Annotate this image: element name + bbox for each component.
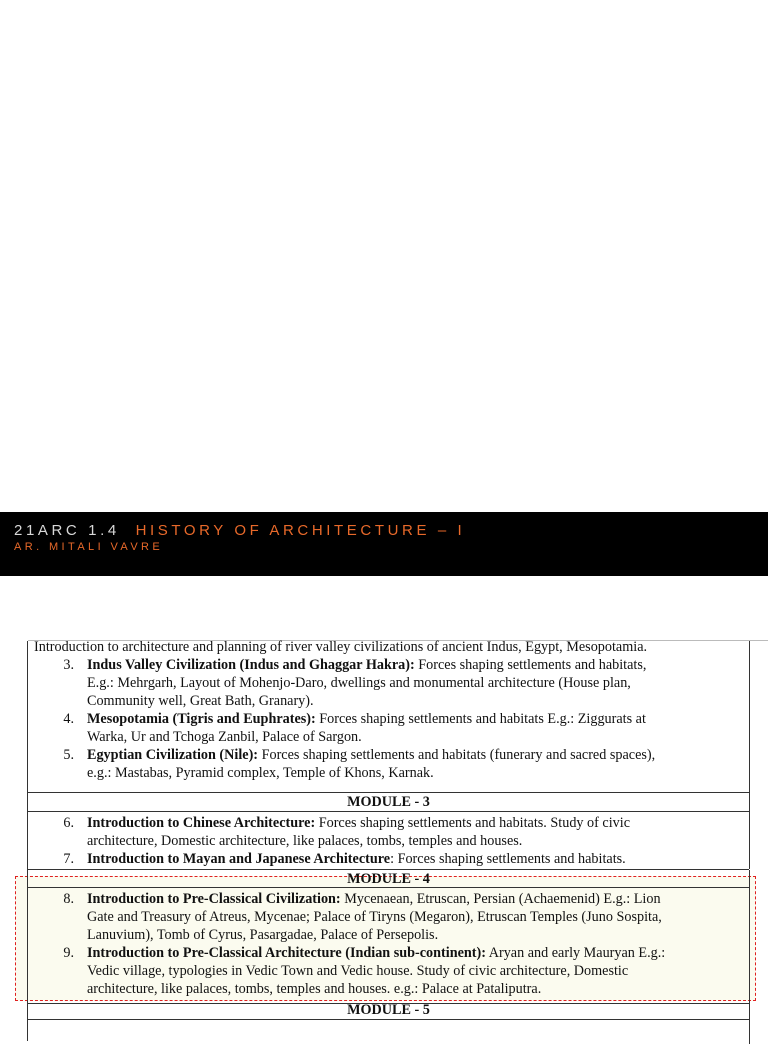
item-heading: Introduction to Mayan and Japanese Architecture xyxy=(87,851,391,867)
item-line: Gate and Treasury of Atreus, Mycenae; Palace of Tiryns (Megaron), Etruscan Temples (Juno Sospita, xyxy=(87,909,662,925)
item-heading: Introduction to Pre-Classical Architecture (Indian sub-continent): xyxy=(87,945,486,961)
item-line: Forces shaping settlements and habitats, xyxy=(414,657,647,673)
banner-title-line xyxy=(14,522,465,539)
item-line: Vedic village, typologies in Vedic Town and Vedic house. Study of civic architecture, Domestic xyxy=(87,963,629,979)
item-number: 7. xyxy=(63,851,74,867)
course-title: HISTORY OF ARCHITECTURE – I xyxy=(135,522,466,539)
item-line: e.g.: Mastabas, Pyramid complex, Temple of Khons, Karnak. xyxy=(87,765,434,781)
item-body xyxy=(87,944,742,998)
module-4-heading: MODULE - 4 xyxy=(347,871,430,887)
item-number: 4. xyxy=(63,711,74,727)
item-heading: Introduction to Chinese Architecture: xyxy=(87,815,316,831)
item-body xyxy=(87,814,742,850)
item-heading: Mesopotamia (Tigris and Euphrates): xyxy=(87,711,316,727)
item-line: Forces shaping settlements and habitats. Study of civic xyxy=(315,815,630,831)
item-line: Forces shaping settlements and habitats (funerary and sacred spaces), xyxy=(258,747,656,763)
item-line: Community well, Great Bath, Granary). xyxy=(87,693,314,709)
item-line: architecture, like palaces, tombs, temples and houses. e.g.: Palace at Pataliputra. xyxy=(87,981,542,997)
module-3-content xyxy=(28,812,750,869)
item-heading: Indus Valley Civilization (Indus and Ghaggar Hakra): xyxy=(87,657,415,673)
item-number: 8. xyxy=(63,891,74,907)
module-3-header-row xyxy=(28,793,750,812)
intro-text: Introduction to architecture and planning of river valley civilizations of ancient Indus, Egypt, Mesopotamia. xyxy=(34,639,648,655)
item-line: Lanuvium), Tomb of Cyrus, Pasargadae, Palace of Persepolis. xyxy=(87,927,439,943)
item-number: 6. xyxy=(63,815,74,831)
item-body xyxy=(87,656,742,710)
item-number: 5. xyxy=(63,747,74,763)
item-line: Aryan and early Mauryan E.g.: xyxy=(485,945,666,961)
item-line: : Forces shaping settlements and habitats. xyxy=(390,851,626,867)
item-body xyxy=(87,710,742,746)
item-body xyxy=(87,850,742,868)
item-line: E.g.: Mehrgarh, Layout of Mohenjo-Daro, dwellings and monumental architecture (House plan, xyxy=(87,675,631,691)
module-4-content xyxy=(28,888,750,1006)
item-number: 3. xyxy=(63,657,74,673)
course-code: 21ARC 1.4 xyxy=(14,522,120,539)
item-line: Warka, Ur and Tchoga Zanbil, Palace of Sargon. xyxy=(87,729,362,745)
item-number: 9. xyxy=(63,945,74,961)
syllabus-document xyxy=(27,641,768,1041)
module-5-header-row xyxy=(28,1004,750,1044)
table-divider xyxy=(28,1019,749,1020)
item-line: Mycenaean, Etruscan, Persian (Achaemenid) E.g.: Lion xyxy=(340,891,661,907)
item-body xyxy=(87,890,742,944)
item-heading: Introduction to Pre-Classical Civilization: xyxy=(87,891,341,907)
module-2-content xyxy=(28,641,750,793)
item-line: Forces shaping settlements and habitats E.g.: Ziggurats at xyxy=(315,711,646,727)
module-4-header-row xyxy=(28,870,750,888)
slide-title-banner xyxy=(0,512,768,576)
item-line: architecture, Domestic architecture, like palaces, tombs, temples and houses. xyxy=(87,833,523,849)
module-3-heading: MODULE - 3 xyxy=(347,794,430,810)
item-heading: Egyptian Civilization (Nile): xyxy=(87,747,259,763)
item-body xyxy=(87,746,742,782)
module-5-heading: MODULE - 5 xyxy=(347,1002,430,1018)
author-name: AR. MITALI VAVRE xyxy=(14,541,164,553)
